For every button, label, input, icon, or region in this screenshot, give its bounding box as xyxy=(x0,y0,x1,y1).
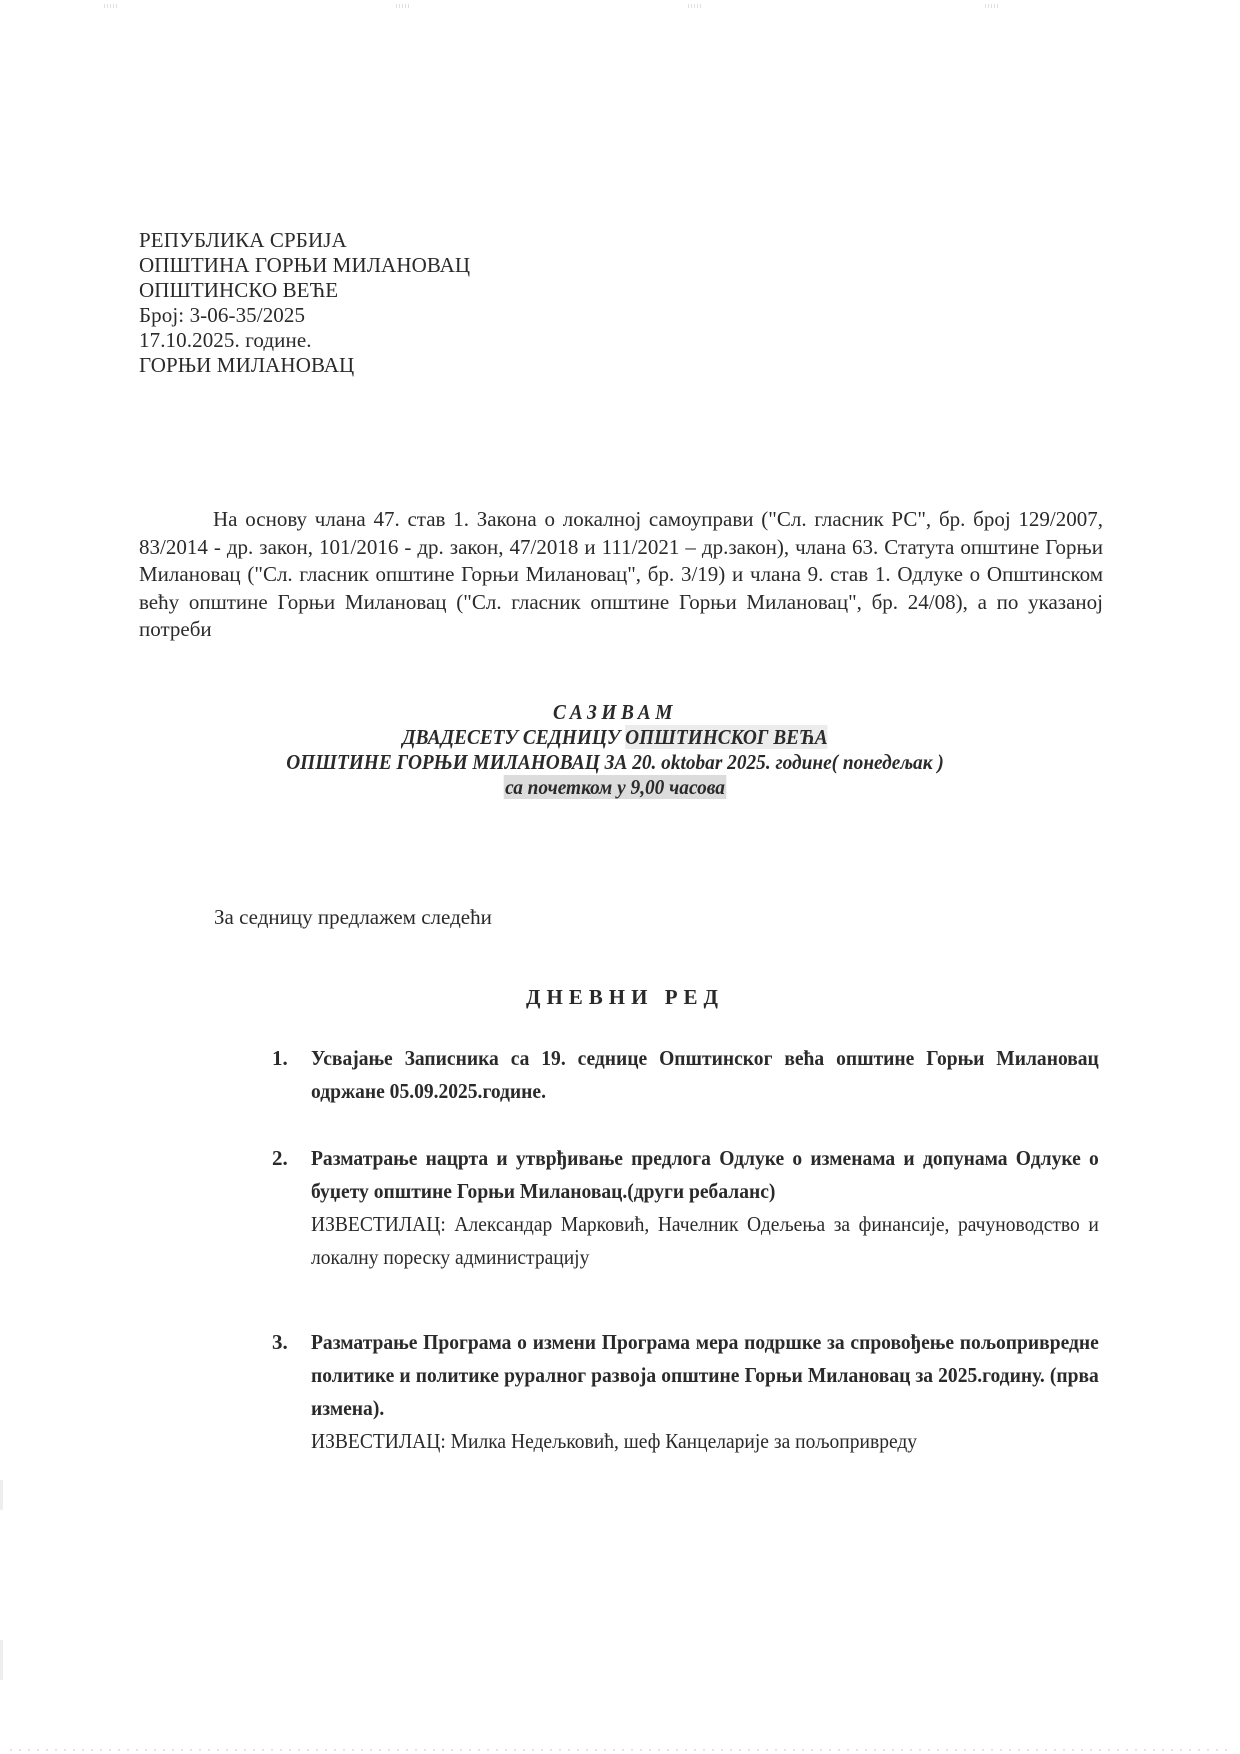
scan-artifact xyxy=(396,4,410,8)
scan-artifact xyxy=(985,4,999,8)
agenda-item-body xyxy=(311,1142,1099,1274)
header-date: 17.10.2025. године. xyxy=(139,328,312,352)
header-place: ГОРЊИ МИЛАНОВАЦ xyxy=(139,353,355,377)
document-header xyxy=(139,228,470,378)
agenda-item xyxy=(272,1326,1099,1458)
agenda-item-title: Разматрање нацрта и утврђивање предлога Одлуке о изменама и допунама Одлуке о буџету општине Горњи Милановац.(други ребаланс) xyxy=(311,1146,1099,1203)
convocation-time-line xyxy=(178,775,1052,800)
scan-artifact xyxy=(0,1480,3,1510)
header-body: ОПШТИНСКО ВЕЋЕ xyxy=(139,278,339,302)
convocation-session-council: ОПШТИНСКОГ ВЕЋА xyxy=(625,725,828,749)
convocation-date: ОПШТИНЕ ГОРЊИ МИЛАНОВАЦ ЗА 20. oktobar 2025. године( понедељак ) xyxy=(286,750,944,774)
header-country: РЕПУБЛИКА СРБИЈА xyxy=(139,228,347,252)
convocation-session xyxy=(178,725,1052,750)
legal-preamble: На основу члана 47. став 1. Закона о локалној самоуправи ("Сл. гласник РС", бр. број 129/2007, 83/2014 - др. закон, 101/2016 - др. закон, 47/2018 и 111/2021 – др.закон), члана 63. Статута општине Горњи Милановац ("Сл. гласник општине Горњи Милановац", бр. 3/19) и члана 9. став 1. Одлуке о Општинском већу општине Горњи Милановац ("Сл. гласник општине Горњи Милановац", бр. 24/08), а по указаној потреби xyxy=(139,507,1103,641)
agenda-item-number: 2. xyxy=(272,1146,288,1170)
scan-artifact xyxy=(688,4,702,8)
convocation-time: са почетком у 9,00 часова xyxy=(505,775,725,799)
agenda-item-title: Разматрање Програма о измени Програма мера подршке за спровођење пољопривредне политике и политике руралног развоја општине Горњи Милановац за 2025.годину. (прва измена). xyxy=(311,1330,1099,1420)
agenda-item-title: Усвајање Записника са 19. седнице Општинског већа општине Горњи Милановац одржане 05.09.2025.године. xyxy=(311,1046,1099,1103)
agenda-item-number: 3. xyxy=(272,1330,288,1354)
convocation-block xyxy=(178,700,1052,800)
header-municipality: ОПШТИНА ГОРЊИ МИЛАНОВАЦ xyxy=(139,253,471,277)
header-number: Број: 3-06-35/2025 xyxy=(139,303,306,327)
proposal-text: За седницу предлажем следећи xyxy=(214,905,492,929)
agenda-item-reporter: ИЗВЕСТИЛАЦ: Александар Марковић, Начелник Одељења за финансије, рачуноводство и локалну пореску администрацију xyxy=(311,1212,1099,1269)
agenda-item-body xyxy=(311,1326,1099,1458)
scan-artifact xyxy=(104,4,118,8)
convocation-heading: САЗИВАМ xyxy=(552,700,678,724)
agenda-heading-text: ДНЕВНИ РЕД xyxy=(526,985,724,1009)
agenda-item-reporter: ИЗВЕСТИЛАЦ: Милка Недељковић, шеф Канцеларије за пољопривреду xyxy=(311,1429,918,1453)
agenda-heading xyxy=(0,985,1240,1010)
agenda-item xyxy=(272,1042,1099,1108)
convocation-session-ordinal: ДВАДЕСЕТУ СЕДНИЦУ xyxy=(402,725,626,749)
agenda-item xyxy=(272,1142,1099,1274)
agenda-item-body xyxy=(311,1042,1099,1108)
scan-artifact xyxy=(0,1640,3,1680)
scan-artifact xyxy=(10,1749,1230,1751)
agenda-item-number: 1. xyxy=(272,1046,288,1070)
